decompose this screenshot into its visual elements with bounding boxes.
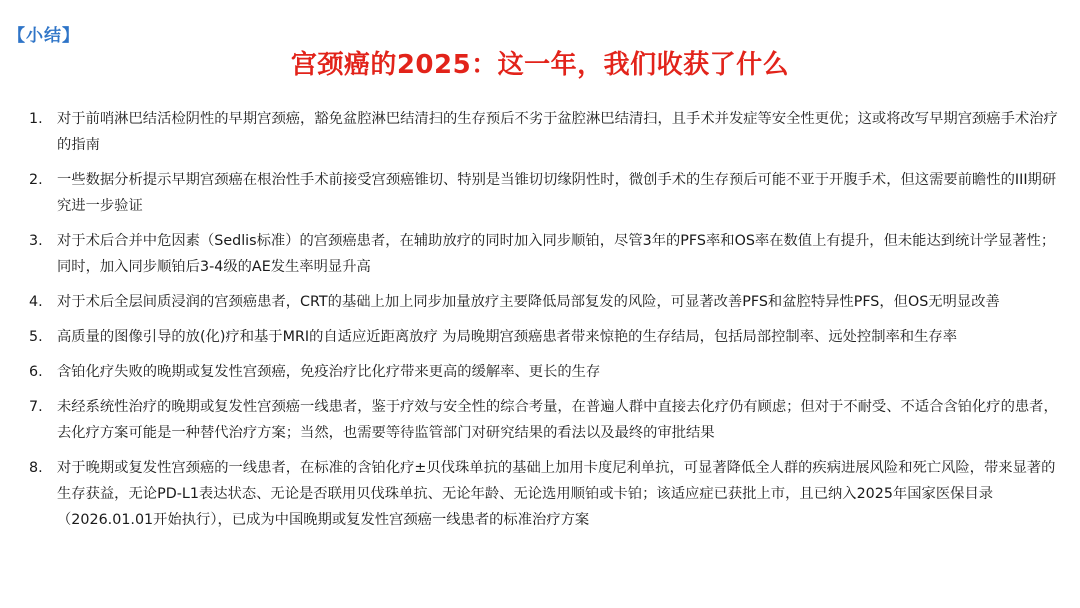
item-text: 对于术后全层间质浸润的宫颈癌患者，CRT的基础上加上同步加量放疗主要降低局部复发的风险，可显著改善PFS和盆腔特异性PFS，但OS无明显改善 [57, 294, 1000, 310]
page-title: 宫颈癌的2025：这一年，我们收获了什么 [290, 50, 790, 80]
list-item [29, 228, 1069, 280]
item-number: 3. [29, 233, 43, 249]
item-text: 含铂化疗失败的晚期或复发性宫颈癌，免疫治疗比化疗带来更高的缓解率、更长的生存 [57, 364, 601, 380]
list-item [29, 289, 1069, 315]
item-text: 对于前哨淋巴结活检阴性的早期宫颈癌，豁免盆腔淋巴结清扫的生存预后不劣于盆腔淋巴结清扫，且手术并发症等安全性更优；这或将改写早期宫颈癌手术治疗的指南 [57, 111, 1058, 153]
item-number: 2. [29, 172, 43, 188]
list-item [29, 324, 1069, 350]
list-item [29, 455, 1069, 533]
item-number: 8. [29, 460, 43, 476]
list-item [29, 106, 1069, 158]
item-number: 7. [29, 399, 43, 415]
item-number: 4. [29, 294, 43, 310]
summary-list [29, 106, 1069, 542]
item-text: 一些数据分析提示早期宫颈癌在根治性手术前接受宫颈癌锥切、特别是当锥切切缘阴性时，微创手术的生存预后可能不亚于开腹手术，但这需要前瞻性的III期研究进一步验证 [57, 172, 1057, 214]
section-tag: 【小结】 [8, 26, 80, 46]
item-text: 高质量的图像引导的放(化)疗和基于MRI的自适应近距离放疗 为局晚期宫颈癌患者带来惊艳的生存结局，包括局部控制率、远处控制率和生存率 [57, 329, 957, 345]
item-text: 未经系统性治疗的晚期或复发性宫颈癌一线患者，鉴于疗效与安全性的综合考量，在普遍人群中直接去化疗仍有顾虑；但对于不耐受、不适合含铂化疗的患者，去化疗方案可能是一种替代治疗方案；当然，也需要等待监管部门对研究结果的看法以及最终的审批结果 [57, 399, 1058, 441]
list-item [29, 167, 1069, 219]
item-text: 对于晚期或复发性宫颈癌的一线患者，在标准的含铂化疗±贝伐珠单抗的基础上加用卡度尼利单抗，可显著降低全人群的疾病进展风险和死亡风险，带来显著的生存获益，无论PD-L1表达状态、无论是否联用贝伐珠单抗、无论年龄、无论选用顺铂或卡铂；该适应症已获批上市，且已纳入2025年国家医保目录（2026.01.01开始执行），已成为中国晚期或复发性宫颈癌一线患者的标准治疗方案 [57, 460, 1056, 528]
item-number: 5. [29, 329, 43, 345]
item-number: 6. [29, 364, 43, 380]
list-item [29, 359, 1069, 385]
item-text: 对于术后合并中危因素（Sedlis标准）的宫颈癌患者，在辅助放疗的同时加入同步顺铂，尽管3年的PFS率和OS率在数值上有提升，但未能达到统计学显著性；同时，加入同步顺铂后3-4级的AE发生率明显升高 [57, 233, 1056, 275]
item-number: 1. [29, 111, 43, 127]
list-item [29, 394, 1069, 446]
